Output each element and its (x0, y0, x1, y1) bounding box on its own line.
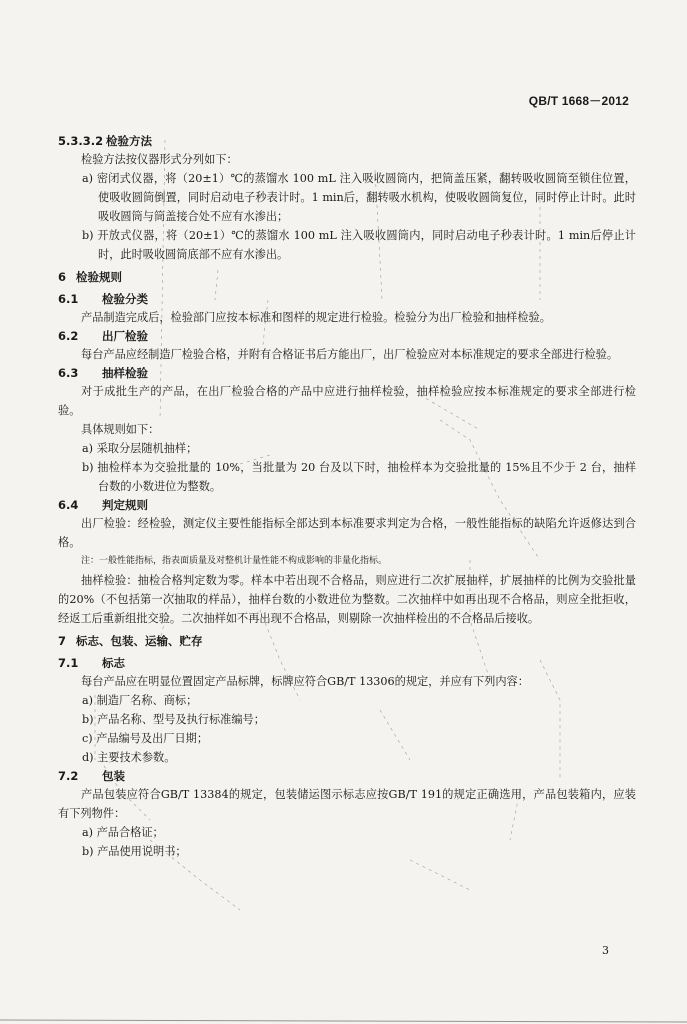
section-title: 出厂检验 (102, 329, 148, 343)
paragraph: 产品制造完成后，检验部门应按本标准和图样的规定进行检验。检验分为出厂检验和抽样检验。 (81, 311, 551, 324)
section-number: 6 (58, 270, 67, 284)
paragraph: 产品包装应符合GB/T 13384的规定，包装储运图示标志应按GB/T 191的规定正确选用，产品包装箱内，应装有下列物件： (58, 788, 636, 820)
section-title: 检验分类 (102, 292, 148, 306)
section-number: 7 (58, 634, 67, 648)
section-heading-6-2 (58, 327, 636, 345)
section-title: 抽样检验 (102, 366, 148, 380)
list-item: a) 产品合格证； (82, 826, 164, 839)
section-number: 6.3 (58, 366, 79, 380)
list-item: b) 产品名称、型号及执行标准编号； (82, 713, 265, 726)
document-body (58, 132, 636, 861)
paragraph: 具体规则如下： (81, 423, 160, 436)
section-title: 包装 (102, 769, 125, 783)
section-number: 6.4 (58, 498, 79, 512)
paragraph: 抽样检验：抽检合格判定数为零。样本中若出现不合格品，则应进行二次扩展抽样，扩展抽样的比例为交验批量的20%（不包括第一次抽取的样品），抽样台数的小数进位为整数。二次抽样中如再出现不合格品，则应全批拒收，经返工后重新组批交验。二次抽样如不再出现不合格品，则剔除一次抽样检出的不合格品后接收。 (58, 574, 636, 625)
list-item: b) 开放式仪器，将（20±1）℃的蒸馏水 100 mL 注入吸收圆筒内，同时启动电子秒表计时。1 min后停止计时，此时吸收圆筒底部不应有水渗出。 (82, 229, 636, 261)
list-item: b) 产品使用说明书； (82, 845, 187, 858)
section-title: 判定规则 (102, 498, 148, 512)
section-title: 标志 (102, 656, 125, 670)
section-title: 检验方法 (106, 134, 152, 148)
paragraph: 每台产品应经制造厂检验合格，并附有合格证书后方能出厂，出厂检验应对本标准规定的要求全部进行检验。 (81, 348, 619, 361)
list-item: a) 制造厂名称、商标； (82, 694, 198, 707)
list-item: a) 采取分层随机抽样； (82, 442, 198, 455)
section-heading-7-1 (58, 654, 636, 672)
section-heading-7-2 (58, 767, 636, 785)
standard-code: QB/T 1668－2012 (528, 94, 629, 108)
list-item: d) 主要技术参数。 (82, 751, 176, 764)
paragraph: 出厂检验：经检验，测定仪主要性能指标全部达到本标准要求判定为合格，一般性能指标的缺陷允许返修达到合格。 (58, 517, 636, 549)
section-title: 检验规则 (76, 270, 122, 284)
section-number: 7.1 (58, 656, 79, 670)
section-heading-6-4 (58, 496, 636, 514)
section-number: 7.2 (58, 769, 79, 783)
section-number: 5.3.3.2 (58, 134, 104, 148)
section-number: 6.2 (58, 329, 79, 343)
section-heading-5-3-3-2 (58, 132, 636, 150)
section-heading-6-1 (58, 290, 636, 308)
list-item: b) 抽检样本为交验批量的 10%，当批量为 20 台及以下时，抽检样本为交验批量的 15%且不少于 2 台，抽样台数的小数进位为整数。 (82, 461, 636, 493)
section-heading-6-3 (58, 364, 636, 382)
list-item: a) 密闭式仪器，将（20±1）℃的蒸馏水 100 mL 注入吸收圆筒内，把筒盖压紧，翻转吸收圆筒至锁住位置，使吸收圆筒倒置，同时启动电子秒表计时。1 min后，翻转吸水机构，使吸收圆筒复位，同时停止计时。此时吸收圆筒与筒盖接合处不应有水渗出； (82, 172, 636, 223)
list-item: c) 产品编号及出厂日期； (82, 732, 209, 745)
section-number: 6.1 (58, 292, 79, 306)
section-heading-6 (58, 268, 636, 286)
paragraph: 对于成批生产的产品，在出厂检验合格的产品中应进行抽样检验，抽样检验应按本标准规定的要求全部进行检验。 (58, 385, 636, 417)
page-number: 3 (602, 944, 609, 957)
paragraph: 检验方法按仪器形式分列如下： (81, 153, 238, 166)
section-title: 标志、包装、运输、贮存 (76, 634, 203, 648)
note: 注：一般性能指标，指表面质量及对整机计量性能不构成影响的非量化指标。 (81, 556, 388, 566)
section-heading-7 (58, 632, 636, 650)
paragraph: 每台产品应在明显位置固定产品标牌，标牌应符合GB/T 13306的规定，并应有下列内容： (81, 675, 529, 688)
